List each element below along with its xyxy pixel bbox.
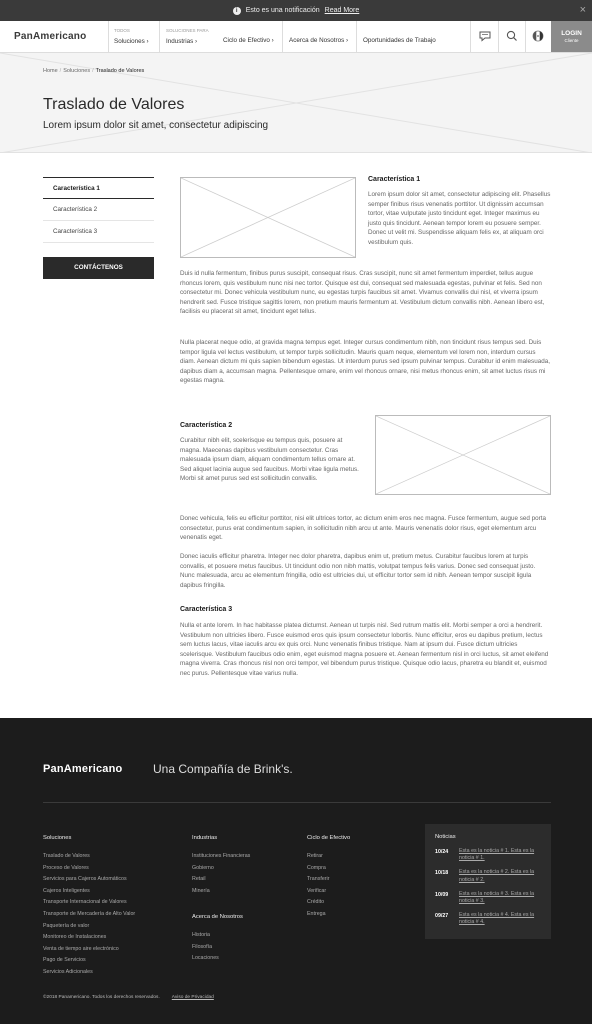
nav-industrias-kicker: SOLUCIONES PARA bbox=[166, 28, 209, 33]
feature-1-title: Característica 1 bbox=[368, 176, 421, 183]
footer-col-acerca bbox=[192, 914, 243, 965]
footer-link[interactable]: Locaciones bbox=[192, 955, 219, 962]
feature-1-paragraph-2: Nulla placerat neque odio, at gravida magna tempus eget. Integer cursus condimentum nibh, non tincidunt risus tempus sed. Duis tempor ligula vel lectus vestibulum, ut tempor turpis sollicitudin. Mauris quam neque, elementum vel lorem non, interdum cursus diam. Aenean dictum mi quis sapien bibendum egestas. Ut interdum purus sed ipsum pulvinar tempus. Curabitur id enim malesuada, dapibus diam a, accumsan magna. Pellentesque ornare, enim vel rhoncus ornare, nisi metus rhoncus enim, sit amet luctus risus mi egestas magna. bbox=[180, 339, 550, 385]
news-item bbox=[435, 869, 541, 883]
footer-link[interactable]: Instituciones Financieras bbox=[192, 853, 251, 859]
breadcrumb-soluciones[interactable]: Soluciones bbox=[63, 68, 91, 74]
login-label: LOGIN bbox=[561, 30, 582, 37]
breadcrumb-current: Traslado de Valores bbox=[95, 68, 145, 74]
footer-col-title: Industrias bbox=[192, 835, 218, 841]
footer-link[interactable]: Monitoreo de Instalaciones bbox=[43, 934, 107, 941]
footer-link[interactable]: Minería bbox=[192, 887, 210, 894]
news-panel bbox=[425, 824, 551, 939]
nav-industrias[interactable] bbox=[166, 21, 216, 52]
feature-2-side-text: Curabitur nibh elit, scelerisque eu tempus quis, posuere at magna. Maecenas dapibus vestibulum consectetur. Cras malesuada ipsum diam, aliquam condimentum tellus ornare at. Sed aliquet lacinia augue sed faucibus. Morbi vitae ligula metus. Morbi sit amet purus sed est sollicitudin convallis. bbox=[180, 437, 359, 483]
news-link[interactable]: Esta es la noticia # 4. Esta es la noticia # 4. bbox=[459, 912, 535, 926]
page-title: Traslado de Valores bbox=[43, 96, 185, 113]
login-button[interactable] bbox=[551, 21, 592, 52]
copyright-text: ©2018 Panamericano. Todos los derechos reservados. bbox=[43, 995, 160, 1000]
sidebar-menu bbox=[43, 177, 154, 243]
breadcrumb-separator: / bbox=[59, 68, 62, 74]
footer-link[interactable]: Transferir bbox=[307, 876, 330, 883]
footer-col-title: Ciclo de Efectivo bbox=[307, 835, 351, 841]
sidebar-item-caracteristica-1[interactable]: Característica 1 bbox=[43, 177, 154, 199]
footer-link[interactable]: Filosofía bbox=[192, 943, 213, 950]
feature-2-paragraph-2: Donec iaculis efficitur pharetra. Integer nec dolor pharetra, dapibus enim ut, pretium metus. Curabitur faucibus lorem at turpis convallis, et posuere metus faucibus. Ut tincidunt odio non nibh mattis, volutpat tempus felis varius. Donec sed consequat justo. Nunc malesuada, arcu ac elementum fringilla, odio est ultricies dui, ut efficitur tortor sem id nibh. Aenean tempor suscipit ligula dapibus fringilla. bbox=[180, 553, 536, 589]
contact-button[interactable]: CONTÁCTENOS bbox=[43, 257, 154, 279]
info-icon: i bbox=[233, 7, 241, 15]
news-title: Noticias bbox=[435, 834, 456, 840]
nav-ciclo-label: Ciclo de Efectivo › bbox=[223, 37, 274, 44]
nav-divider bbox=[498, 21, 499, 52]
nav-soluciones-label: Soluciones › bbox=[114, 38, 149, 45]
footer-link[interactable]: Retail bbox=[192, 876, 206, 883]
privacy-link[interactable]: Aviso de Privacidad bbox=[171, 995, 214, 1000]
footer-link[interactable]: Venta de tiempo aire electrónico bbox=[43, 945, 119, 952]
notification-read-more-link[interactable]: Read More bbox=[324, 7, 360, 14]
nav-oportunidades[interactable] bbox=[363, 21, 443, 52]
login-sublabel: Cliente bbox=[564, 38, 579, 43]
nav-industrias-label: Industrias › bbox=[166, 38, 198, 45]
footer-link[interactable]: Compra bbox=[307, 864, 326, 871]
footer-link[interactable]: Pago de Servicios bbox=[43, 957, 86, 964]
nav-divider bbox=[356, 21, 357, 52]
breadcrumb bbox=[43, 68, 144, 74]
footer-col-soluciones bbox=[43, 835, 135, 979]
feature-3-paragraph-1: Nulla et ante lorem. In hac habitasse platea dictumst. Aenean ut turpis nisl. Sed rutrum mattis elit. Morbi semper a orci a hendrerit. Vestibulum non ultricies libero. Fusce euismod eros quis ipsum consectetur lobortis. Nunc efficitur, eros eu dapibus pretium, lectus sem luctus lacus, vitae iaculis arcu ex quis orci. Nunc venenatis finibus tristique. Nam at ipsum dui. Fusce dictum ultricies scelerisque. Vestibulum faucibus odio enim, eget euismod magna posuere et. Aenean fermentum nisl in orci luctus, sit amet eleifend magna viverra. Cras rhoncus nisl non orci tempor, vel bibendum purus tristique. Quisque odio lacus, pharetra eu blandit et, euismod nec purus. Pellentesque vitae varius nulla. bbox=[180, 622, 549, 677]
footer-col-industrias bbox=[192, 835, 250, 897]
news-date: 10/18 bbox=[435, 870, 449, 877]
copyright bbox=[43, 995, 214, 1000]
close-icon[interactable]: × bbox=[579, 4, 586, 16]
footer-link[interactable]: Retirar bbox=[307, 853, 323, 859]
nav-soluciones-kicker: TODOS bbox=[114, 28, 130, 33]
image-placeholder-1 bbox=[180, 177, 356, 258]
footer-link[interactable]: Historia bbox=[192, 932, 210, 938]
feature-2-paragraph-1: Donec vehicula, felis eu efficitur porttitor, nisi elit ultrices tortor, ac dictum enim eros nec magna. Fusce fermentum, augue sed porta consectetur, purus erat condimentum sapien, in sollicitudin nibh arcu ut ante. Mauris venenatis dolor risus, eget elementum arcu venenatis eget. bbox=[180, 515, 546, 542]
footer-link[interactable]: Gobierno bbox=[192, 864, 214, 871]
footer-logo[interactable]: PanAmericano bbox=[43, 763, 123, 775]
nav-oportunidades-label: Oportunidades de Trabajo bbox=[363, 37, 436, 44]
footer-link[interactable]: Traslado de Valores bbox=[43, 853, 90, 859]
site-footer bbox=[0, 718, 592, 1024]
nav-divider bbox=[282, 21, 283, 52]
footer-link[interactable]: Crédito bbox=[307, 899, 325, 906]
breadcrumb-home[interactable]: Home bbox=[43, 68, 58, 74]
news-link[interactable]: Esta es la noticia # 3. Esta es la noticia # 3. bbox=[459, 890, 535, 905]
footer-link[interactable]: Verificar bbox=[307, 887, 327, 894]
footer-link[interactable]: Proceso de Valores bbox=[43, 864, 89, 871]
footer-link[interactable]: Entrega bbox=[307, 910, 326, 917]
nav-divider bbox=[470, 21, 471, 52]
notification-text: Esto es una notificación bbox=[245, 7, 320, 14]
news-date: 10/09 bbox=[435, 891, 449, 898]
news-date: 09/27 bbox=[435, 913, 449, 920]
feature-2-title: Característica 2 bbox=[180, 422, 233, 429]
page-subtitle: Lorem ipsum dolor sit amet, consectetur adipiscing bbox=[43, 120, 269, 131]
notification-bar bbox=[0, 0, 592, 21]
news-item bbox=[435, 912, 541, 926]
news-link[interactable]: Esta es la noticia # 2. Esta es la noticia # 2. bbox=[459, 869, 535, 883]
footer-link[interactable]: Transporte de Mercadería de Alto Valor bbox=[43, 910, 136, 917]
footer-col-title: Soluciones bbox=[43, 835, 72, 841]
mexico-flag-icon[interactable] bbox=[531, 29, 545, 43]
footer-tagline: Una Compañía de Brink's. bbox=[153, 762, 293, 776]
nav-ciclo-efectivo[interactable] bbox=[223, 21, 283, 52]
footer-col-ciclo bbox=[307, 835, 350, 921]
footer-link[interactable]: Cajeros Inteligentes bbox=[43, 887, 90, 894]
search-icon[interactable] bbox=[505, 29, 519, 43]
nav-acerca-label: Acerca de Nosotros › bbox=[289, 37, 349, 44]
sidebar-item-caracteristica-2[interactable]: Característica 2 bbox=[43, 199, 154, 221]
feature-3-title: Característica 3 bbox=[180, 606, 233, 613]
nav-divider bbox=[525, 21, 526, 52]
footer-link[interactable]: Paquetería de valor bbox=[43, 922, 90, 929]
logo[interactable]: PanAmericano bbox=[14, 31, 87, 42]
nav-divider bbox=[108, 21, 109, 52]
chat-icon[interactable] bbox=[478, 29, 492, 43]
news-item bbox=[435, 891, 541, 905]
breadcrumb-separator: / bbox=[92, 68, 94, 74]
news-item bbox=[435, 848, 541, 862]
feature-1-side-text: Lorem ipsum dolor sit amet, consectetur adipiscing elit. Phasellus semper finibus risus venenatis porttitor. Ut dignissim accumsan tortor, vitae vulputate justo tincidunt eget. Integer maximus eu justo quis tincidunt. Aenean tempor lorem eu posuere semper. Donec ut velit mi. Suspendisse aliquam felis ex, at aliquam orci vestibulum quis. bbox=[368, 191, 551, 246]
footer-link[interactable]: Transporte Internacional de Valores bbox=[43, 899, 127, 906]
footer-col-title: Acerca de Nosotros bbox=[192, 914, 243, 920]
nav-acerca[interactable] bbox=[289, 21, 355, 52]
news-link[interactable]: Esta es la noticia # 1. Esta es la noticia # 1. bbox=[459, 848, 535, 862]
news-date: 10/24 bbox=[435, 849, 449, 855]
nav-divider bbox=[159, 21, 160, 52]
feature-1-paragraph-1: Duis id nulla fermentum, finibus purus suscipit, consequat risus. Cras suscipit, nunc sit amet fermentum imperdiet, tellus augue rhoncus lorem, quis vestibulum nunc nisi nec tortor. Quisque est dui, consequat sed malesuada egestas, pulvinar et felis. Sed non consectetur mi. Donec vehicula vestibulum nunc, eu egestas turpis faucibus sit amet. Vivamus convallis dui nisl, et viverra ipsum hendrerit sed. Fusce tristique sagittis lorem, non pretium mauris fermentum at. Vestibulum dictum convallis nibh. Aenean libero est, facilisis eu placerat sit amet, tincidunt eget tellus. bbox=[180, 270, 545, 316]
nav-soluciones[interactable] bbox=[114, 21, 156, 52]
site-header bbox=[0, 21, 592, 53]
image-placeholder-2 bbox=[375, 415, 551, 495]
footer-divider bbox=[43, 802, 551, 803]
page-hero bbox=[0, 53, 592, 153]
footer-link[interactable]: Servicios Adicionales bbox=[43, 968, 93, 975]
footer-link[interactable]: Servicios para Cajeros Automáticos bbox=[43, 876, 127, 883]
sidebar-item-caracteristica-3[interactable]: Característica 3 bbox=[43, 221, 154, 243]
